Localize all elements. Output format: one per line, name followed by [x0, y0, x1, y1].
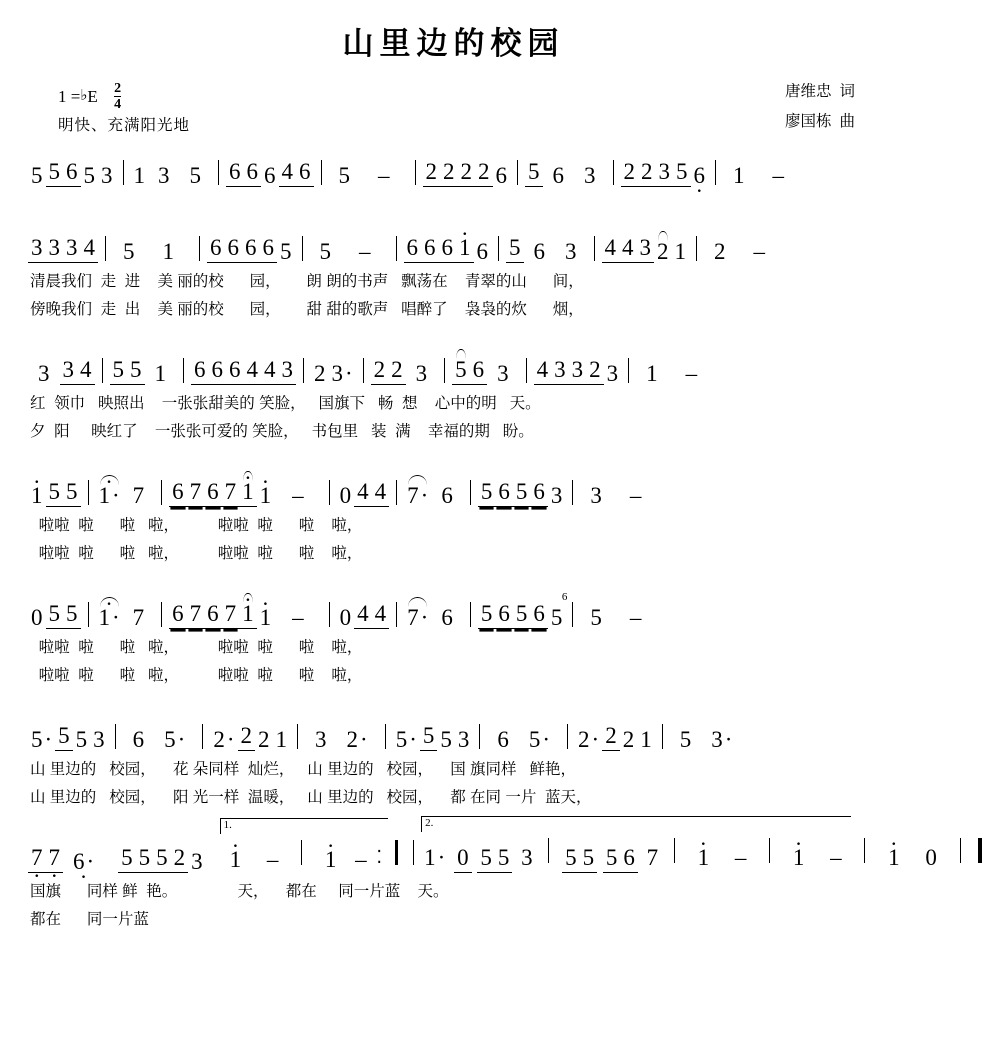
lyricist-role: 词 — [839, 83, 855, 100]
score-header — [0, 77, 907, 147]
meter-numerator: 2 — [114, 81, 122, 96]
lyric-line-1: 红 领巾 映照出 一张张甜美的 笑脸， 国旗下 畅 想 心中的明 天。 — [30, 395, 541, 412]
note: 4 — [77, 358, 95, 385]
composer-role: 曲 — [839, 113, 855, 130]
note: 2 — [440, 160, 458, 187]
barline — [769, 838, 770, 863]
note: 1 · — [257, 484, 275, 507]
note: – — [292, 605, 304, 630]
music-system-2 — [0, 223, 907, 319]
note: 5 — [679, 727, 692, 752]
notation-row — [28, 817, 937, 874]
note: – — [685, 361, 698, 386]
note: 1 · — [239, 602, 257, 629]
note: 5 — [478, 480, 496, 507]
note: 3 — [93, 727, 105, 752]
note: 6 — [209, 358, 227, 385]
barline — [123, 160, 124, 185]
barline — [548, 838, 549, 863]
note: 5 — [110, 358, 128, 385]
note: 1 · — [239, 480, 257, 507]
note: 6 5 — [550, 591, 568, 630]
note: 3 — [584, 163, 596, 188]
flat-symbol: ♭ — [80, 87, 88, 104]
note: 2 — [621, 160, 639, 187]
barline — [517, 160, 518, 185]
barline — [960, 838, 961, 863]
tie-slur — [408, 597, 427, 607]
lyric-line-2: 夕 阳 映红了 一张张可爱的 笑脸， 书包里 装 满 幸福的期 盼。 — [30, 423, 534, 440]
barline — [161, 480, 162, 505]
note: 1 · — [688, 846, 720, 869]
note: 0 — [339, 605, 352, 630]
barline — [696, 236, 697, 261]
note: 5 — [189, 163, 201, 188]
note: 6 — [441, 483, 453, 508]
note: 6 — [204, 602, 222, 629]
note: 5· — [164, 727, 186, 752]
lyric-line-2: 啦啦 啦 啦 啦， 啦啦 啦 啦 啦， — [30, 667, 363, 684]
lyric-line-1: 山 里边的 校园， 花 朵同样 灿烂， 山 里边的 校园， 国 旗同样 鲜艳， — [30, 761, 576, 778]
note: 5 — [63, 480, 81, 507]
note: 2 — [371, 358, 389, 385]
notation-row — [28, 467, 877, 507]
notation-row — [28, 589, 877, 629]
note: 5 — [513, 602, 531, 629]
note: 4 — [354, 480, 372, 507]
note: 6 — [225, 236, 243, 263]
note: 1· · — [96, 484, 123, 507]
note: 4 — [534, 358, 552, 385]
note: 6 — [441, 605, 453, 630]
note: 3 — [63, 236, 81, 263]
barline — [415, 160, 416, 185]
barline — [105, 236, 106, 261]
note: 6 — [421, 236, 439, 263]
note: 7 — [187, 602, 205, 629]
note: 5 — [83, 163, 95, 188]
tie-slur — [243, 593, 253, 603]
note: 5· — [395, 727, 417, 752]
note: 4 — [261, 358, 279, 385]
note: 6 — [244, 160, 262, 187]
ornament-six: 6 — [561, 591, 568, 603]
note: 6 — [497, 727, 509, 752]
lyric-line-2: 都在 同一片蓝 — [30, 911, 149, 928]
note: 5 — [338, 163, 350, 188]
note: – — [266, 847, 279, 872]
note: 6 — [264, 163, 276, 188]
note: 5 — [452, 358, 470, 385]
note: 5 — [440, 727, 452, 752]
note: 5 — [603, 846, 621, 873]
note: 5 — [525, 160, 543, 187]
note: 2 — [458, 160, 476, 187]
meter-denominator: 4 — [114, 97, 122, 112]
barline — [88, 480, 89, 505]
note: 3 — [28, 236, 46, 263]
note: 3 — [565, 239, 577, 264]
note: 3 — [46, 236, 64, 263]
note: 0 — [454, 846, 472, 873]
note: 7· — [404, 484, 431, 507]
note: 1 — [640, 727, 652, 752]
lyric-line-1: 啦啦 啦 啦 啦， 啦啦 啦 啦 啦， — [30, 517, 363, 534]
note: 6 — [226, 160, 244, 187]
key-signature — [58, 83, 121, 113]
note: 6 — [296, 160, 314, 187]
music-system-1 — [0, 147, 907, 197]
note: 5 — [153, 846, 171, 873]
note: 7 — [132, 483, 145, 508]
barline — [715, 160, 716, 185]
lyric-line-2: 傍晚我们 走 出 美 丽的校 园， 甜 甜的歌声 唱醉了 袅袅的炊 烟， — [30, 301, 584, 318]
note: 2 — [171, 846, 189, 873]
note: 3 — [191, 849, 203, 874]
note: 6 — [169, 602, 187, 629]
note: 5· — [31, 727, 53, 752]
note: 6 — [169, 480, 187, 507]
barline — [662, 724, 663, 749]
note: 2 — [423, 160, 441, 187]
note: 5 — [673, 160, 691, 187]
repeat-barline — [395, 840, 399, 865]
barline — [470, 602, 471, 627]
note: 6 — [204, 480, 222, 507]
note: 6 — [530, 602, 548, 629]
note: 6 — [470, 358, 488, 385]
barline — [297, 724, 298, 749]
note: 5 — [420, 724, 438, 751]
note: 4 — [602, 236, 620, 263]
note: 1 — [275, 727, 288, 752]
note: 6 — [260, 236, 278, 263]
note: 2 — [622, 727, 635, 752]
note: 5 — [513, 480, 531, 507]
note: 2 — [258, 727, 270, 752]
note: 0 — [31, 605, 43, 630]
note: 6 — [207, 236, 225, 263]
barline — [628, 358, 629, 383]
barline — [329, 480, 330, 505]
barline — [594, 236, 595, 261]
note: 3· — [331, 361, 353, 386]
note: 2· — [346, 727, 368, 752]
barline — [363, 358, 364, 383]
time-signature — [114, 82, 121, 112]
barline — [218, 160, 219, 185]
note: 3 — [279, 358, 297, 385]
note: 5 — [590, 605, 602, 630]
barline — [572, 480, 573, 505]
note: 5 — [75, 727, 88, 752]
tie-slur — [100, 475, 119, 485]
note: 6 — [530, 480, 548, 507]
note: 2 — [714, 239, 726, 264]
barline — [183, 358, 184, 383]
music-system-4 — [0, 467, 907, 563]
note: 1 · — [315, 848, 347, 871]
barline — [674, 838, 675, 863]
note: 4 — [372, 602, 390, 629]
notation-row — [28, 345, 877, 385]
note: 6 — [132, 727, 145, 752]
music-system-7 — [0, 817, 937, 929]
barline — [302, 236, 303, 261]
tie-slur — [243, 471, 253, 481]
note: 1 — [154, 361, 166, 386]
note: 2· — [213, 727, 235, 752]
note: 1 — [646, 361, 658, 386]
note: 5 — [478, 602, 496, 629]
note: 3 — [569, 358, 587, 385]
note: 1· — [424, 845, 446, 870]
note: · 7 — [46, 846, 64, 873]
note: 7 — [187, 480, 205, 507]
final-barline — [978, 838, 982, 863]
music-system-6 — [0, 711, 907, 807]
note: 2 — [314, 361, 326, 386]
note: – — [629, 483, 642, 508]
note: 5 — [319, 239, 331, 264]
note: 1 · — [257, 606, 275, 629]
note: 6 — [533, 239, 545, 264]
note: 6 — [242, 236, 260, 263]
barline — [199, 236, 200, 261]
note: – — [753, 239, 765, 264]
note: 2· — [578, 727, 600, 752]
note: 5 — [495, 846, 513, 873]
barline — [567, 724, 568, 749]
barline — [161, 602, 162, 627]
note: 1 — [133, 163, 145, 188]
note: 2 — [602, 724, 620, 751]
lyric-line-1: 啦啦 啦 啦 啦， 啦啦 啦 啦 啦， — [30, 639, 363, 656]
note: 3 — [415, 361, 428, 386]
volta-second-ending — [421, 817, 984, 873]
note: 5 — [118, 846, 136, 873]
barline — [385, 724, 386, 749]
music-system-3 — [0, 345, 907, 441]
note: 7 — [132, 605, 145, 630]
note: 6 — [495, 602, 513, 629]
barline — [301, 840, 302, 865]
note: 2 — [388, 358, 406, 385]
barline — [479, 724, 480, 749]
note: 3 — [38, 361, 50, 386]
note: 5· — [528, 727, 551, 752]
note: 5 — [55, 724, 73, 751]
tie-slur — [408, 475, 427, 485]
note: 4 — [81, 236, 99, 263]
note: 1· · — [96, 606, 123, 629]
note: 6 — [439, 236, 457, 263]
note: 3 — [101, 163, 113, 188]
note: 3 — [637, 236, 655, 263]
note: 1 · — [456, 236, 474, 263]
note: 6 — [552, 163, 564, 188]
note: 5 — [31, 163, 43, 188]
barline — [444, 358, 445, 383]
note: – — [629, 605, 642, 630]
note: 1 · — [783, 846, 815, 869]
note: 5 — [63, 602, 81, 629]
note: 3 — [656, 160, 674, 187]
barline — [115, 724, 116, 749]
barline — [613, 160, 614, 185]
barline — [396, 236, 397, 261]
barline — [202, 724, 203, 749]
note: 3 — [457, 727, 470, 752]
note: 5 — [506, 236, 524, 263]
note: 2 — [238, 724, 256, 751]
note: 3 — [521, 845, 533, 870]
tie-slur — [456, 349, 466, 359]
notation-row — [28, 147, 877, 187]
music-system-5 — [0, 589, 907, 685]
note: · 6· — [63, 850, 104, 873]
tempo-marking: 明快、充满阳光地 — [58, 117, 191, 134]
note: 2 — [654, 240, 672, 263]
barline — [470, 480, 471, 505]
composer-name: 廖国栋 — [784, 113, 832, 130]
note: – — [734, 845, 747, 870]
note: 7 — [646, 845, 659, 870]
note: 3 — [606, 361, 619, 386]
barline — [303, 358, 304, 383]
note: 7 — [222, 602, 240, 629]
note: 1 · — [878, 846, 910, 869]
note: · 7 — [28, 846, 46, 873]
repeat-dots: ⁚ — [376, 847, 383, 867]
volta-first-ending — [220, 819, 421, 873]
note: 0 — [339, 483, 352, 508]
lyric-line-1: 清晨我们 走 进 美 丽的校 园， 朗 朗的书声 飘荡在 青翠的山 间， — [30, 273, 584, 290]
note: 3 — [315, 727, 327, 752]
note: – — [378, 163, 390, 188]
note: 2 — [475, 160, 493, 187]
tie-slur — [100, 597, 119, 607]
page-title: 山里边的校园 — [342, 26, 565, 61]
note: 3 — [497, 361, 509, 386]
note: 6 — [495, 163, 507, 188]
note: 2 — [586, 358, 604, 385]
note: 5 — [136, 846, 154, 873]
note: – — [292, 483, 304, 508]
lyric-line-2: 山 里边的 校园， 阳 光一样 温暖， 山 里边的 校园， 都 在同 一片 蓝天， — [30, 789, 592, 806]
lyric-line-2: 啦啦 啦 啦 啦， 啦啦 啦 啦 啦， — [30, 545, 363, 562]
note: 3· — [711, 727, 733, 752]
note: 1 · — [28, 484, 46, 507]
note: 4 — [372, 480, 390, 507]
note: · 6 — [691, 164, 709, 187]
note: – — [359, 239, 371, 264]
barline — [329, 602, 330, 627]
barline — [498, 236, 499, 261]
notation-row — [28, 711, 877, 751]
credit-composer — [785, 107, 855, 137]
tie-slur — [658, 231, 668, 241]
note: 3 — [60, 358, 78, 385]
barline — [396, 602, 397, 627]
note: 5 — [46, 160, 64, 187]
note: 5 — [46, 480, 64, 507]
note: 1 · — [220, 848, 252, 871]
note: 5 — [280, 239, 292, 264]
note: 6 — [495, 480, 513, 507]
barline — [526, 358, 527, 383]
note: – — [830, 845, 842, 870]
note: 5 — [477, 846, 495, 873]
note: 3 — [158, 163, 170, 188]
note: 3 — [551, 358, 569, 385]
note: 5 — [123, 239, 135, 264]
note: 5 — [562, 846, 580, 873]
note: 6 — [476, 239, 488, 264]
note: 3 — [550, 483, 563, 508]
note: 6 — [620, 846, 638, 873]
note: 1 — [162, 239, 174, 264]
note: 1 — [733, 163, 745, 188]
note: 7 — [222, 480, 240, 507]
note: 6 — [226, 358, 244, 385]
note: 1 — [674, 239, 686, 264]
note: 6 — [404, 236, 422, 263]
key-prefix: 1 = — [58, 86, 81, 106]
barline — [321, 160, 322, 185]
credit-lyricist — [785, 77, 855, 107]
note: 0 — [925, 845, 937, 870]
lyricist-name: 唐维忠 — [784, 83, 832, 100]
notation-row — [28, 223, 877, 263]
note: 6 — [191, 358, 209, 385]
note: 4 — [619, 236, 637, 263]
note: 6 — [63, 160, 81, 187]
volta-1-label: 1. — [220, 818, 388, 834]
barline — [88, 602, 89, 627]
barline — [572, 602, 573, 627]
barline — [413, 840, 414, 865]
sheet-music-page — [0, 18, 937, 1056]
note: 7· — [404, 606, 431, 629]
note: 5 — [127, 358, 145, 385]
credits — [785, 77, 855, 137]
note: 5 — [580, 846, 598, 873]
lyric-line-1: 国旗 同样 鲜 艳。 天， 都在 同一片蓝 天。 — [30, 883, 449, 900]
barline — [102, 358, 103, 383]
note: 4 — [279, 160, 297, 187]
note: – — [772, 163, 784, 188]
note: 4 — [244, 358, 262, 385]
barline — [396, 480, 397, 505]
note: 4 — [354, 602, 372, 629]
note: – — [355, 847, 367, 872]
key-note: E — [87, 86, 98, 106]
note: 5 — [46, 602, 64, 629]
note: 2 — [638, 160, 656, 187]
note: 3 — [590, 483, 602, 508]
barline — [864, 838, 865, 863]
volta-2-label: 2. — [421, 816, 851, 832]
